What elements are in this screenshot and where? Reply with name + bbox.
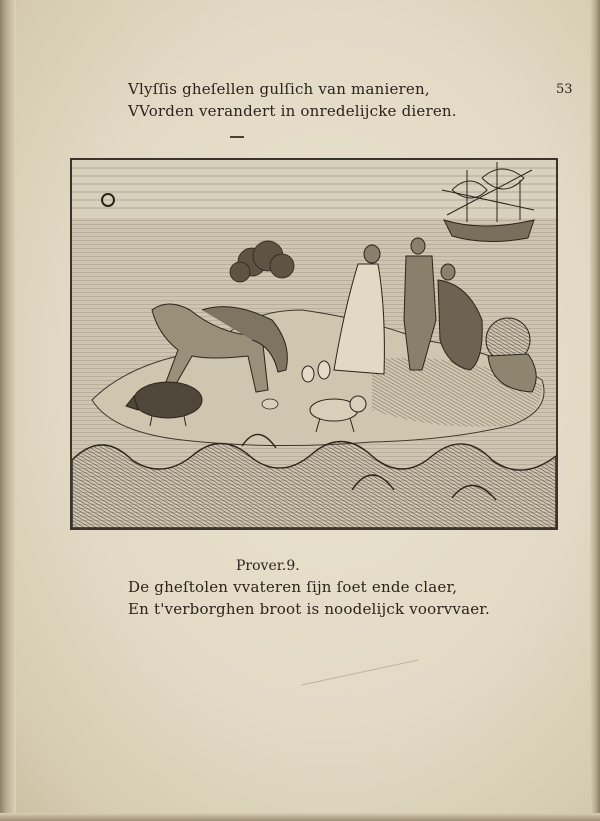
page-number: 53 — [556, 82, 573, 97]
verse-bottom-line-1: De gheſtolen vvateren ſijn ſoet ende claer, — [128, 578, 458, 596]
paper-crease — [301, 660, 419, 686]
verse-bottom-line-2: En t'verborghen broot is noodelijck voorvvaer. — [128, 600, 490, 618]
engraving-plate — [70, 158, 558, 530]
verse-top-line-1: Vlyſſis gheſellen gulſich van manieren, — [128, 80, 430, 98]
verse-top-line-2: VVorden verandert in onredelijcke dieren. — [128, 102, 457, 120]
page-gutter — [0, 0, 16, 821]
small-animal — [262, 399, 278, 409]
sky — [72, 160, 556, 220]
scripture-reference: Prover.9. — [236, 558, 300, 574]
engraving-illustration — [72, 160, 556, 528]
page-bottom-edge — [0, 813, 600, 821]
ornament-dash — [230, 136, 244, 138]
page-right-edge — [590, 0, 600, 821]
